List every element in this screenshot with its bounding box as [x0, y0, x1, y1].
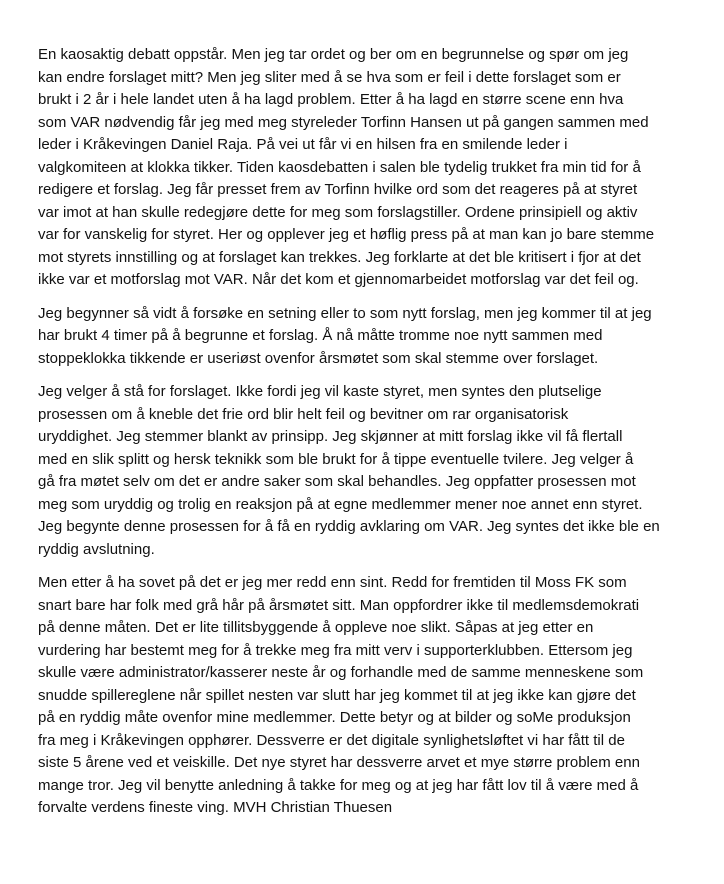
paragraph-debate-chaos: En kaosaktig debatt oppstår. Men jeg tar ordet og ber om en begrunnelse og spør om jeg kan endre forslaget mitt? Men jeg sliter med å se hva som er feil i dette forslaget som er brukt i 2 år i hele landet uten å ha lagd problem. Etter å ha lagd en større scene enn hva som VAR nødvendig får jeg med meg styreleder Torfinn Hansen ut på gangen sammen med leder i Kråkevingen Daniel Raja. På vei ut får vi en hilsen fra en smilende leder i valgkomiteen at klokka tikker. Tiden kaosdebatten i salen ble tydelig trukket fra min tid for å redigere et forslag. Jeg får presset frem av Torfinn hvilke ord som det reageres på at styret var imot at han skulle redegjøre dette for meg som forslagstiller. Ordene prinsipiell og aktiv var for vanskelig for styret. Her og opplever jeg et høflig press på at man kan jo bare stemme mot styrets innstilling og at forslaget kan trekkes. Jeg forklarte at det ble kritisert i fjor at det ikke var et motforslag mot VAR. Når det kom et gjennomarbeidet motforslag var det feil og.: [38, 46, 655, 288]
paragraph-resignation: Men etter å ha sovet på det er jeg mer redd enn sint. Redd for fremtiden til Moss FK som snart bare har folk med grå hår på årsmøtet sitt. Man oppfordrer ikke til medlemsdemokrati på denne måten. Det er lite tillitsbyggende å oppleve noe slikt. Såpas at jeg etter en vurdering har bestemt meg for å trekke meg fra mitt verv i supporterklubben. Ettersom jeg skulle være administrator/kasserer neste år og forhandle med de samme menneskene som snudde spillereglene når spillet nesten var slutt har jeg kommet til at jeg ikke kan gjøre det på en ryddig måte ovenfor mine medlemmer. Dette betyr og at bilder og soMe produksjon fra meg i Kråkevingen opphører. Dessverre er det digitale synlighetsløftet vi har fått til de siste 5 årene ved et veiskille. Det nye styret har dessverre arvet et mye større problem enn mange tror. Jeg vil benytte anledning å takke for meg og at jeg har fått lov til å være med å forvalte verdens fineste ving. MVH Christian Thuesen: [38, 574, 644, 816]
paragraph-stand-by-proposal: Jeg velger å stå for forslaget. Ikke fordi jeg vil kaste styret, men syntes den plutselige prosessen om å kneble det frie ord blir helt feil og bevitner om rar organisatorisk uryddighet. Jeg stemmer blankt av prinsipp. Jeg skjønner at mitt forslag ikke vil få flertall med en slik splitt og hersk teknikk som ble brukt for å tippe eventuelle tvilere. Jeg velger å gå fra møtet selv om det er andre saker som skal behandles. Jeg oppfatter prosessen mot meg som uryddig og trolig en reaksjon på at egne medlemmer mener noe annet enn styret. Jeg begynte denne prosessen for å få en ryddig avklaring om VAR. Jeg syntes det ikke ble en ryddig avslutning.: [38, 383, 660, 558]
paragraph-new-proposal: Jeg begynner så vidt å forsøke en setning eller to som nytt forslag, men jeg kommer til at jeg har brukt 4 timer på å begrunne et forslag. Å nå måtte tromme noe nytt sammen med stoppeklokka tikkende er useriøst ovenfor årsmøtet som skal stemme over forslaget.: [38, 304, 652, 367]
document-body: [38, 44, 678, 831]
